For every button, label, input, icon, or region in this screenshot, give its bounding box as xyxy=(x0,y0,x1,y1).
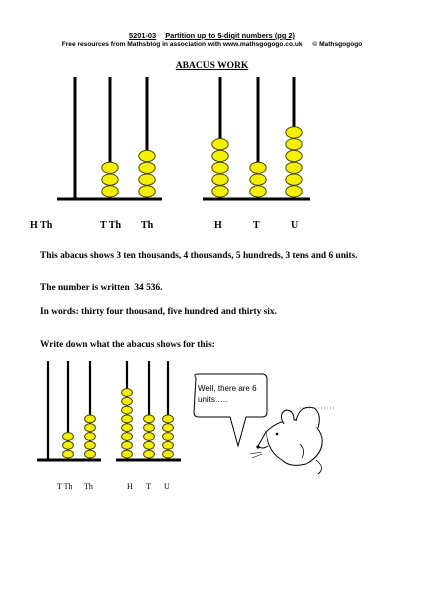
example-right-bead xyxy=(212,139,228,150)
exercise-label-t: T xyxy=(146,482,151,491)
exercise-right-bead xyxy=(163,441,174,449)
example-label-h: H xyxy=(214,220,222,231)
exercise-left-bead xyxy=(85,433,96,441)
example-label-u: U xyxy=(291,220,299,231)
example-left-bead xyxy=(139,174,155,185)
exercise-label-h: H xyxy=(127,482,133,491)
example-left-bead xyxy=(102,186,118,197)
source-credit: Free resources from Mathsblog in association with www.mathsgogogo.co.uk xyxy=(61,41,303,48)
exercise-right-bead xyxy=(163,450,174,458)
exercise-label-th: Th xyxy=(84,482,93,491)
example-right-bead xyxy=(286,139,302,150)
exercise-right-bead xyxy=(122,415,133,423)
example-right-bead xyxy=(286,162,302,173)
exercise-question: Write down what the abacus shows for this: xyxy=(40,340,215,350)
exercise-left-bead xyxy=(85,415,96,423)
exercise-left-bead xyxy=(85,441,96,449)
exercise-label-u: U xyxy=(164,482,170,491)
exercise-right-bead xyxy=(144,441,155,449)
example-right-bead xyxy=(212,174,228,185)
example-right-bead xyxy=(250,162,266,173)
example-right-bead xyxy=(250,186,266,197)
number-written-value: 34 536. xyxy=(134,283,163,293)
example-right-bead xyxy=(286,127,302,138)
mouse-body xyxy=(316,460,322,474)
exercise-label-tth: T Th xyxy=(57,482,73,491)
abacus-description: This abacus shows 3 ten thousands, 4 thousands, 5 hundreds, 3 tens and 6 units. xyxy=(40,251,358,261)
example-left-bead xyxy=(102,174,118,185)
example-right-bead xyxy=(212,162,228,173)
example-label-hth: H Th xyxy=(30,220,53,231)
mouse-eye xyxy=(276,433,279,436)
example-left-bead xyxy=(139,150,155,161)
example-left-bead xyxy=(139,186,155,197)
example-right-bead xyxy=(286,150,302,161)
example-right-bead xyxy=(212,186,228,197)
exercise-right-bead xyxy=(122,450,133,458)
speech-bubble-text: Well, there are 6 units….. xyxy=(198,384,257,404)
exercise-right-bead xyxy=(122,397,133,405)
example-left-bead xyxy=(139,162,155,173)
exercise-right-bead xyxy=(122,441,133,449)
copyright-notice: © Mathsgogogo xyxy=(312,41,363,48)
exercise-left-bead xyxy=(63,433,74,441)
number-written-label: The number is written xyxy=(40,283,130,293)
exercise-right-bead xyxy=(122,424,133,432)
exercise-right-bead xyxy=(144,450,155,458)
example-label-tth: T Th xyxy=(100,220,122,231)
exercise-right-bead xyxy=(122,406,133,414)
number-written-line xyxy=(40,282,360,295)
example-left-bead xyxy=(102,162,118,173)
number-in-words: In words: thirty four thousand, five hundred and thirty six. xyxy=(40,307,277,317)
exercise-left-bead xyxy=(85,450,96,458)
exercise-right-bead xyxy=(122,433,133,441)
exercise-right-bead xyxy=(144,424,155,432)
exercise-right-bead xyxy=(144,433,155,441)
exercise-right-bead xyxy=(163,424,174,432)
example-right-bead xyxy=(286,186,302,197)
exercise-left-bead xyxy=(63,441,74,449)
example-label-th: Th xyxy=(141,220,154,231)
exercise-right-bead xyxy=(122,389,133,397)
worksheet-code: 5201-03 xyxy=(129,31,157,40)
worksheet-title: Partition up to 5-digit numbers (pg 2) xyxy=(165,31,295,40)
exercise-right-bead xyxy=(144,415,155,423)
exercise-left-bead xyxy=(85,424,96,432)
example-right-bead xyxy=(250,174,266,185)
exercise-right-bead xyxy=(163,433,174,441)
exercise-left-bead xyxy=(63,450,74,458)
example-label-t: T xyxy=(253,220,260,231)
example-right-bead xyxy=(212,150,228,161)
mouse-nose-tip xyxy=(256,445,259,448)
example-right-bead xyxy=(286,174,302,185)
exercise-right-bead xyxy=(163,415,174,423)
mouse-whiskers xyxy=(250,452,262,458)
section-title: ABACUS WORK xyxy=(175,61,249,71)
